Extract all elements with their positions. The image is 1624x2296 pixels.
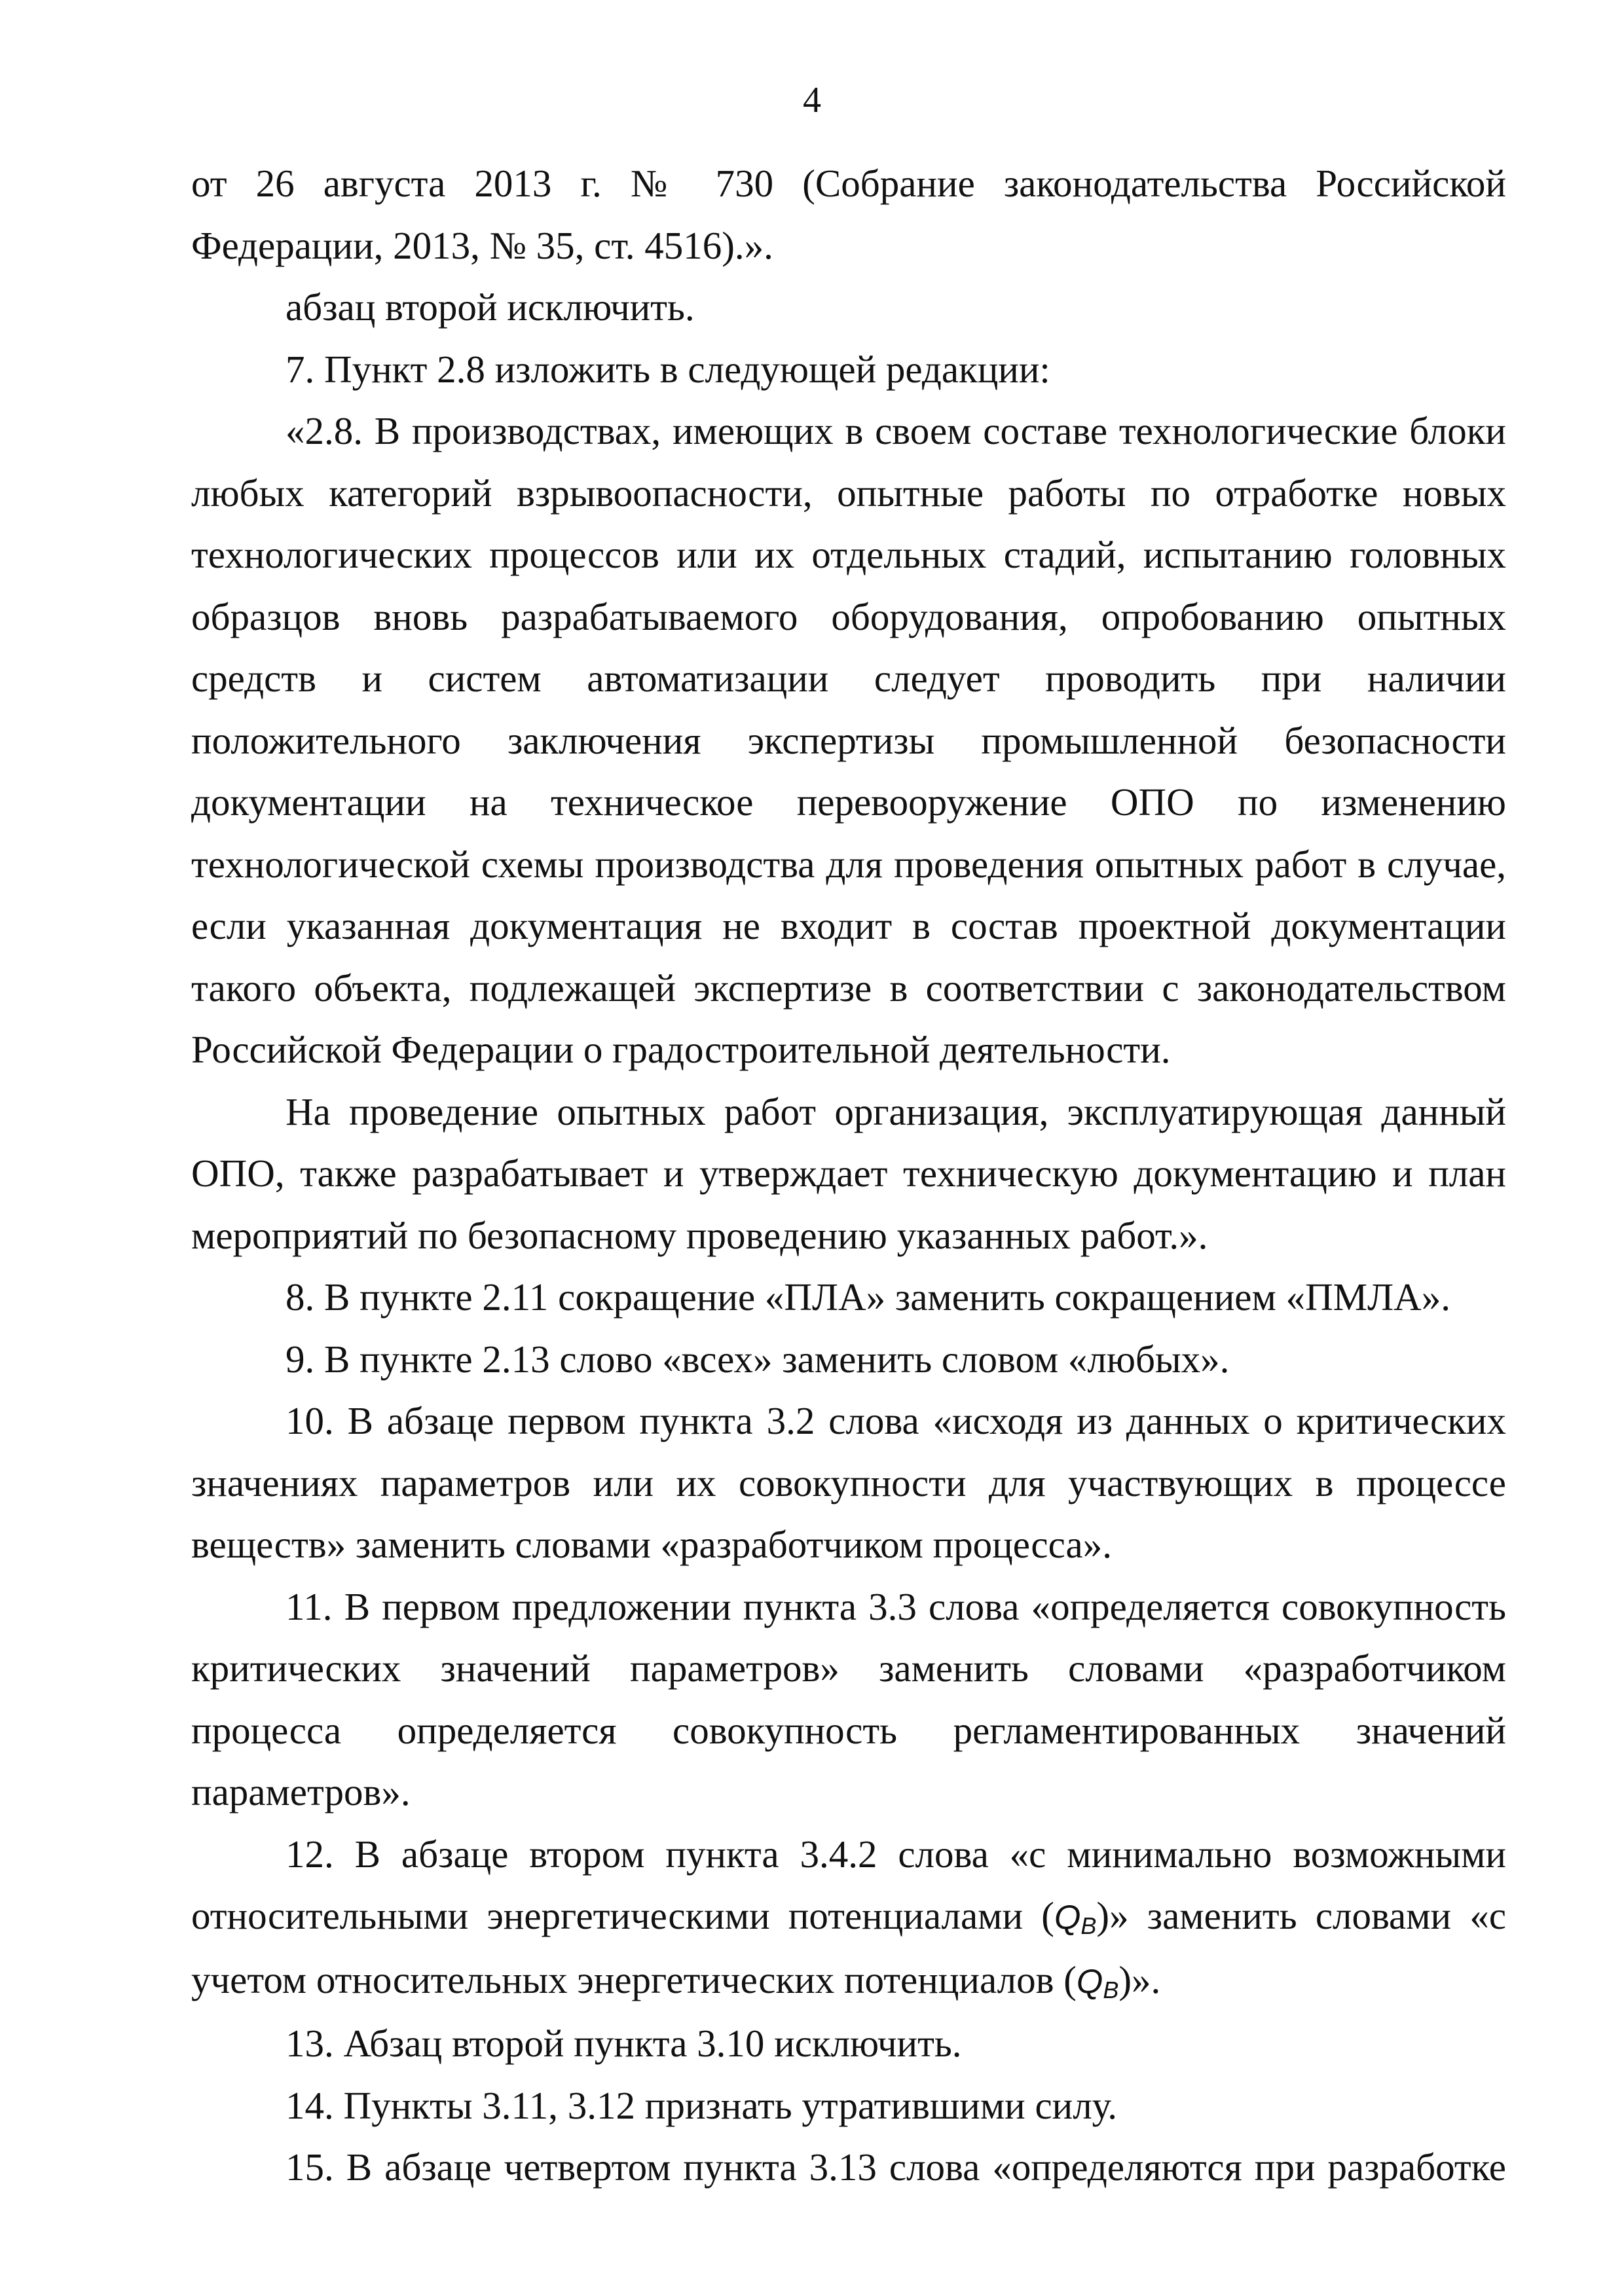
q-b-symbol-2: $Q_B$ [1076,1962,1119,2003]
paragraph-2-8-second: На проведение опытных работ организация, эксплуатирующая данный ОПО, также разрабатывает и утверждает техническую документацию и план мероприятий по безопасному проведению указанных работ.». [191,1089,1506,1257]
paragraph-12-part-2: )» заменить словами «с учетом относительных энергетических потенциалов ( [191,1894,1507,2001]
q-b-symbol-1: $Q_B$ [1054,1899,1097,1939]
paragraph-item-6-cont: абзац второй исключить. [286,285,695,329]
page-number: 4 [803,80,821,120]
paragraph-item-7: 7. Пункт 2.8 изложить в следующей редакции: [286,347,1050,391]
paragraph-2-8-text: «2.8. В производствах, имеющих в своем составе технологические блоки любых категорий взрывоопасности, опытные работы по отработке новых технологических процессов или их отдельных стадий, испытанию головных образцов вновь разрабатываемого оборудования, опробованию опытных средств и систем автоматизации следует проводить при наличии положительного заключения экспертизы промышленной безопасности документации на техническое перевооружение ОПО по изменению технологической схемы производства для проведения опытных работ в случае, если указанная документация не входит в состав проектной документации такого объекта, подлежащей экспертизе в соответствии с законодательством Российской Федерации о градостроительной деятельности. [191,409,1506,1071]
paragraph-continuation: от 26 августа 2013 г. № 730 (Собрание законодательства Российской Федерации, 2013, № 35, ст. 4516).». [191,162,1506,267]
paragraph-item-11: 11. В первом предложении пункта 3.3 слова «определяется совокупность критических значений параметров» заменить словами «разработчиком процесса определяется совокупность регламентированных значений параметров». [191,1584,1506,1813]
paragraph-item-9: 9. В пункте 2.13 слово «всех» заменить словом «любых». [286,1337,1230,1381]
paragraph-12-part-3: )». [1118,1958,1161,2001]
paragraph-item-10: 10. В абзаце первом пункта 3.2 слова «исходя из данных о критических значениях параметров или их совокупности для участвующих в процессе веществ» заменить словами «разработчиком процесса». [191,1399,1506,1566]
paragraph-item-13: 13. Абзац второй пункта 3.10 исключить. [286,2022,962,2065]
paragraph-12-part-1: 12. В абзаце втором пункта 3.4.2 слова «с минимально возможными относительными энергетическими потенциалами ( [191,1832,1506,1937]
paragraph-item-8: 8. В пункте 2.11 сокращение «ПЛА» заменить сокращением «ПМЛА». [286,1275,1451,1319]
paragraph-item-14: 14. Пункты 3.11, 3.12 признать утратившими силу. [286,2083,1118,2127]
paragraph-item-15: 15. В абзаце четвертом пункта 3.13 слова «определяются при разработке [286,2145,1506,2189]
document-body [191,153,1506,2198]
paragraph-item-12 [191,1823,1506,2013]
